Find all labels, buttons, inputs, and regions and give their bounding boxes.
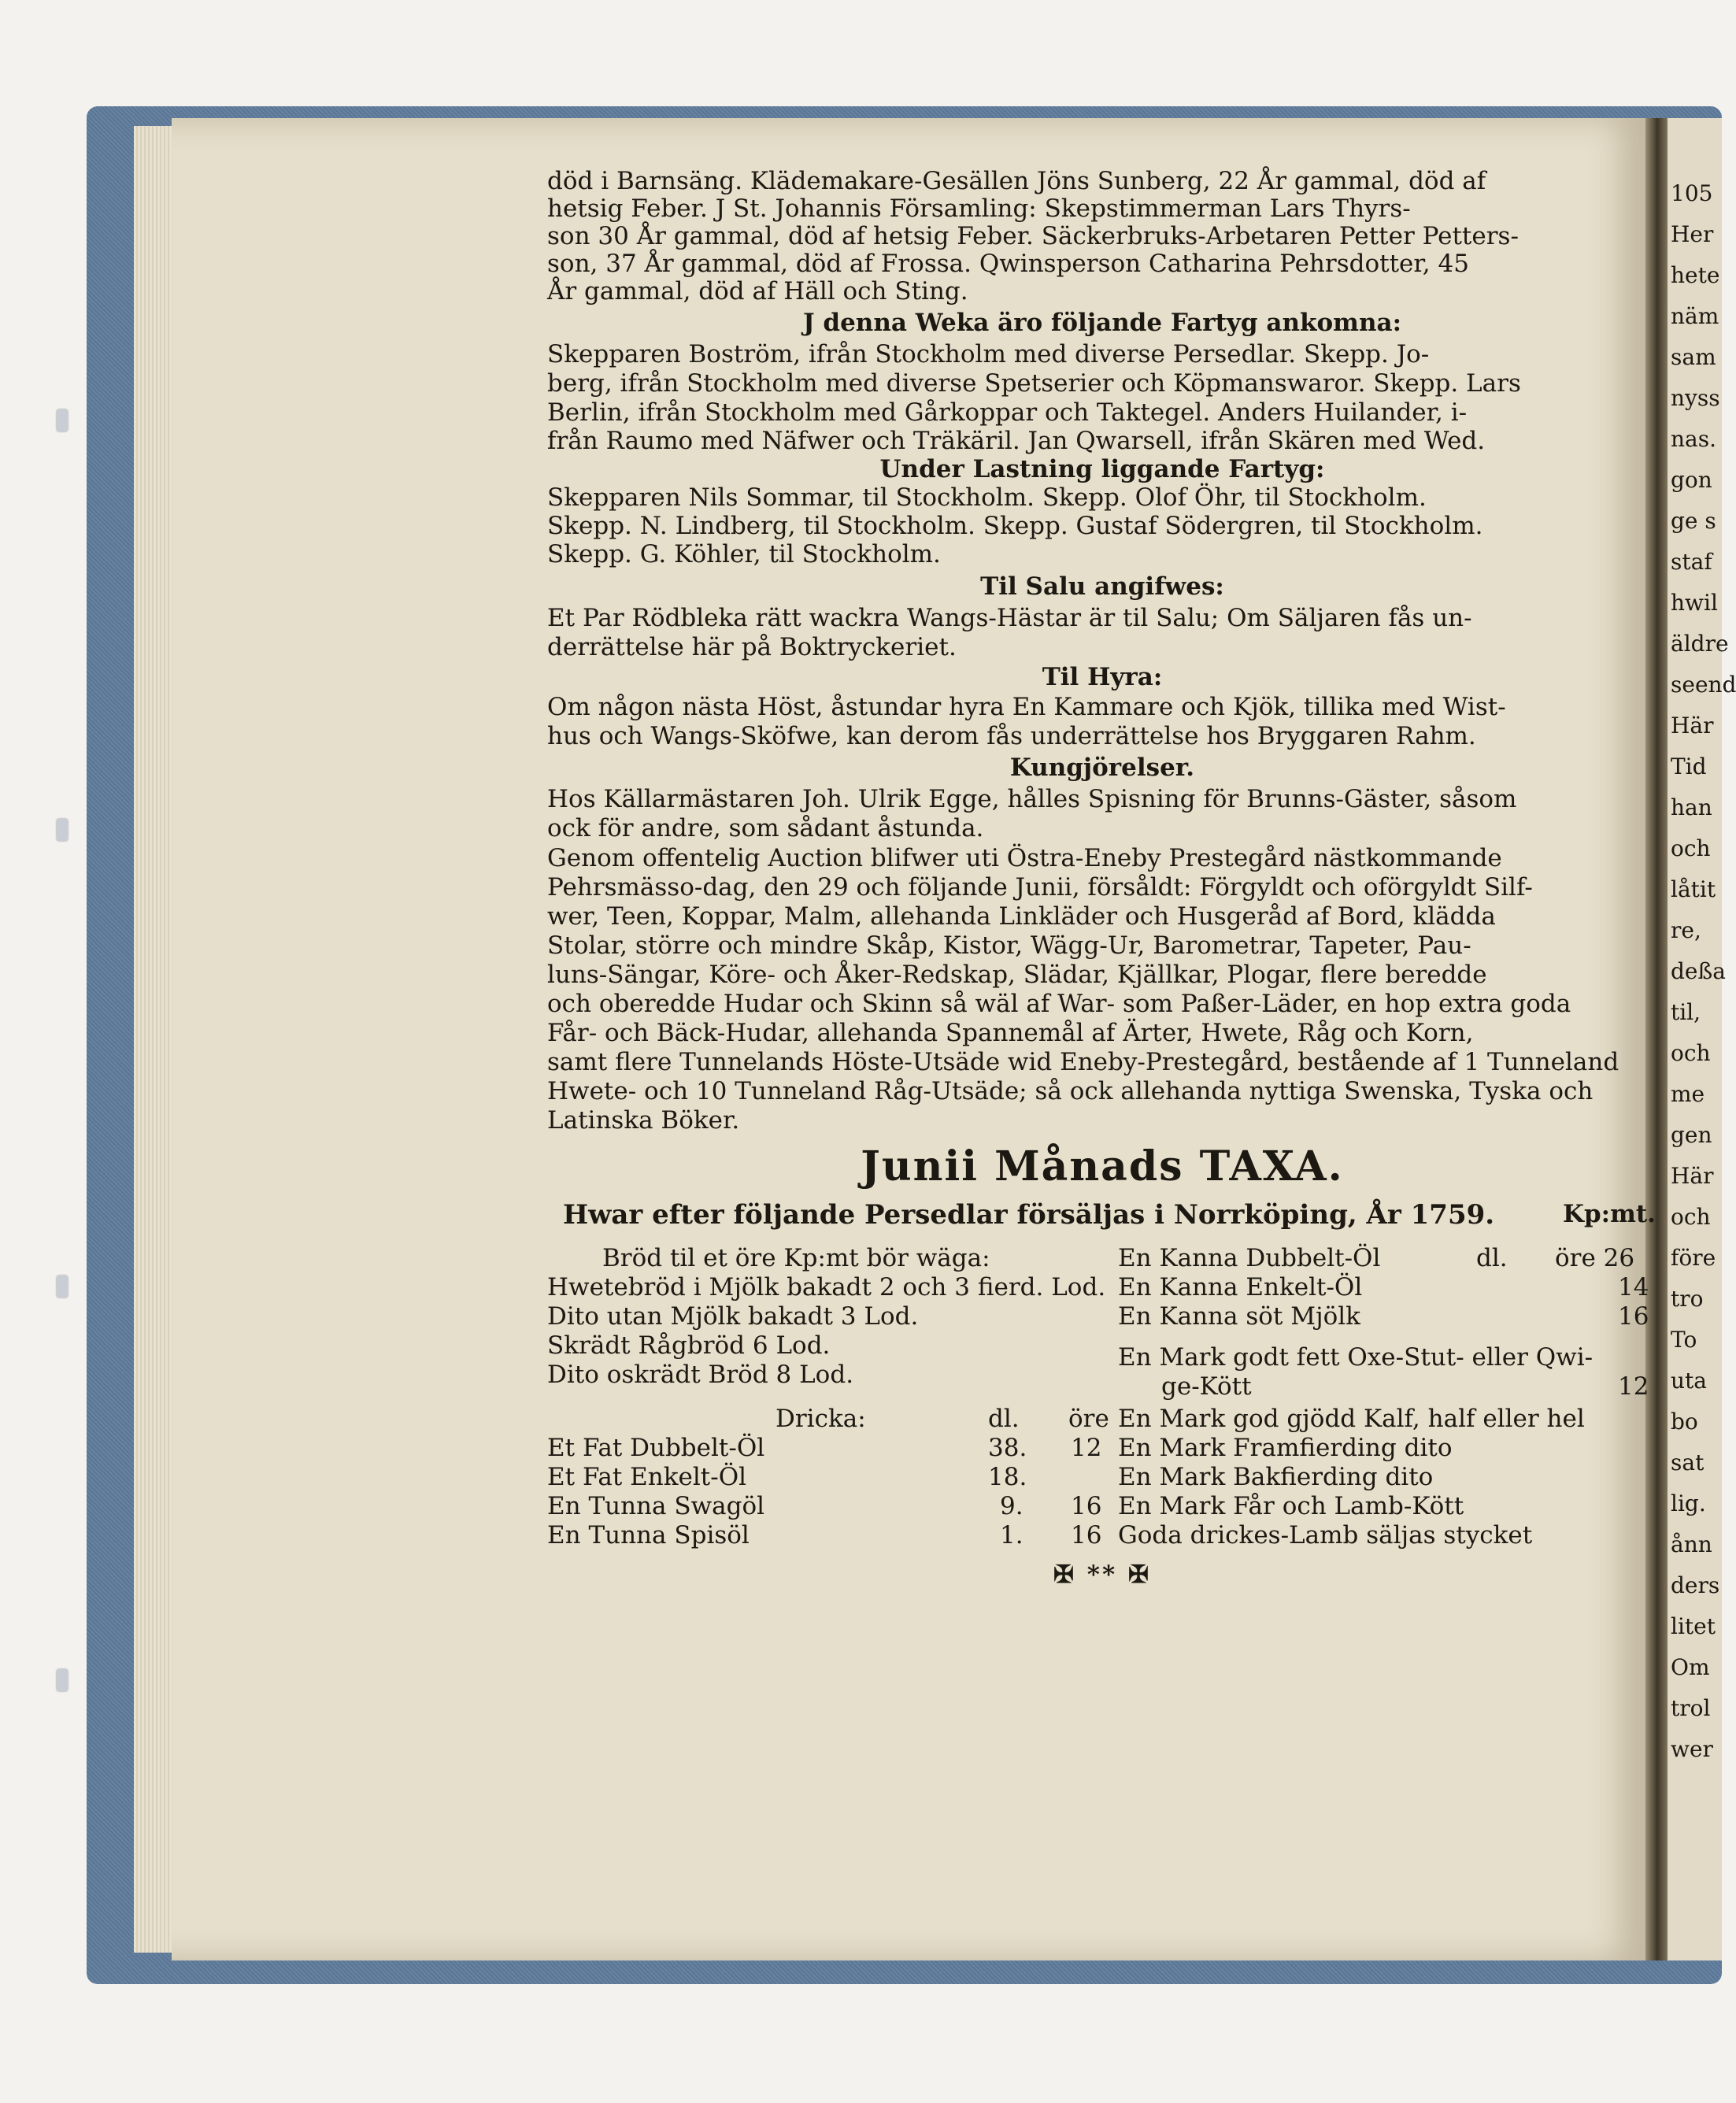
text-line: son 30 År gammal, död af hetsig Feber. Säckerbruks-Arbetaren Petter Petters-	[547, 222, 1519, 250]
taxa-right-item: En Kanna söt Mjölk	[1118, 1302, 1360, 1331]
next-page-line: före	[1671, 1245, 1716, 1271]
next-page-line: re,	[1671, 917, 1701, 943]
page-clip	[57, 1669, 68, 1691]
next-page-line: lig.	[1671, 1490, 1706, 1516]
section-heading: Under Lastning liggande Fartyg:	[879, 455, 1325, 483]
text-line: luns-Sängar, Köre- och Åker-Redskap, Slädar, Kjällkar, Plogar, flere beredde	[547, 961, 1487, 989]
next-page-line: hete	[1671, 262, 1720, 288]
taxa-right-ore: 14	[1618, 1273, 1649, 1301]
next-page-line: ånn	[1671, 1531, 1712, 1557]
text-line: Latinska Böker.	[547, 1106, 740, 1135]
taxa-subtitle: Hwar efter följande Persedlar försäljas i Norrköping, År 1759.	[563, 1199, 1495, 1231]
next-page-line: ge s	[1671, 508, 1716, 534]
text-line: Genom offentelig Auction blifwer uti Östra-Eneby Prestegård nästkommande	[547, 844, 1502, 872]
taxa-right-item: En Mark godt fett Oxe-Stut- eller Qwi-	[1118, 1343, 1593, 1372]
section-heading: Til Salu angifwes:	[980, 572, 1224, 601]
taxa-right-item: Goda drickes-Lamb säljas stycket	[1118, 1521, 1533, 1549]
drink-ore: 16	[1071, 1492, 1102, 1520]
text-line: wer, Teen, Koppar, Malm, allehanda Linkläder och Husgeråd af Bord, klädda	[547, 902, 1496, 931]
taxa-right-item: En Kanna Enkelt-Öl	[1118, 1273, 1363, 1301]
taxa-left-row: Dito oskrädt Bröd 8 Lod.	[547, 1361, 854, 1389]
taxa-right-ore: 16	[1618, 1302, 1649, 1331]
page-text	[547, 165, 1657, 1685]
taxa-right-item: ge-Kött	[1161, 1372, 1252, 1401]
drink-ore: 12	[1071, 1434, 1102, 1462]
next-page-line: och	[1671, 1204, 1711, 1230]
taxa-right-item: En Mark god gjödd Kalf, half eller hel	[1118, 1405, 1585, 1433]
next-page-line: äldre	[1671, 631, 1729, 657]
text-line: Et Par Rödbleka rätt wackra Wangs-Hästar är til Salu; Om Säljaren fås un-	[547, 604, 1472, 632]
drink-dl: 1.	[1000, 1521, 1023, 1549]
text-line: död i Barnsäng. Klädemakare-Gesällen Jöns Sunberg, 22 År gammal, död af	[547, 167, 1486, 195]
text-line: Hwete- och 10 Tunneland Råg-Utsäde; så ock allehanda nyttiga Swenska, Tyska och	[547, 1077, 1593, 1105]
text-line: berg, ifrån Stockholm med diverse Spetserier och Köpmanswaror. Skepp. Lars	[547, 369, 1521, 398]
taxa-title: Junii Månads TAXA.	[861, 1142, 1344, 1190]
next-page-line: seend	[1671, 672, 1736, 698]
next-page-line: litet	[1671, 1613, 1716, 1639]
next-page-line: Om	[1671, 1654, 1710, 1680]
next-page-line: Tid	[1671, 753, 1707, 779]
next-page-line: To	[1671, 1327, 1697, 1353]
text-line: År gammal, död af Häll och Sting.	[547, 277, 968, 305]
text-line: Hos Källarmästaren Joh. Ulrik Egge, hålles Spisning för Brunns-Gäster, såsom	[547, 785, 1517, 813]
text-line: Stolar, större och mindre Skåp, Kistor, Wägg-Ur, Barometrar, Tapeter, Pau-	[547, 931, 1471, 960]
drink-col-dl: dl.	[988, 1405, 1020, 1433]
next-page-line: näm	[1671, 303, 1719, 329]
next-page-line: Här	[1671, 713, 1714, 739]
text-line: Om någon nästa Höst, åstundar hyra En Kammare och Kjök, tillika med Wist-	[547, 693, 1506, 721]
page-clip	[57, 409, 68, 431]
next-page-line: och	[1671, 1040, 1711, 1066]
drink-dl: 38.	[988, 1434, 1027, 1462]
text-line: ock för andre, som sådant åstunda.	[547, 814, 984, 842]
footer-ornament: ✠ ** ✠	[1053, 1561, 1151, 1589]
next-page-line: nyss	[1671, 385, 1720, 411]
next-page-line: låtit	[1671, 876, 1716, 902]
drink-dl: 9.	[1000, 1492, 1023, 1520]
text-line: Skepp. N. Lindberg, til Stockholm. Skepp. Gustaf Södergren, til Stockholm.	[547, 512, 1483, 540]
taxa-right-item: En Mark Framfierding dito	[1118, 1434, 1453, 1462]
text-line: derrättelse här på Boktryckeriet.	[547, 633, 957, 661]
text-line: Skepparen Boström, ifrån Stockholm med diverse Persedlar. Skepp. Jo-	[547, 340, 1430, 368]
section-heading: J denna Weka äro följande Fartyg ankomna:	[802, 309, 1402, 337]
drink-header: Dricka:	[775, 1405, 866, 1433]
text-line: och oberedde Hudar och Skinn så wäl af War- som Paßer-Läder, en hop extra goda	[547, 990, 1571, 1018]
next-page-line: nas.	[1671, 426, 1716, 452]
taxa-left-row: Hwetebröd i Mjölk bakadt 2 och 3 fierd. Lod.	[547, 1273, 1106, 1301]
next-page-line: deßa	[1671, 958, 1726, 984]
drink-dl: 18.	[988, 1463, 1027, 1491]
taxa-right-item: En Kanna Dubbelt-Öl	[1118, 1244, 1381, 1272]
next-page-line: ders	[1671, 1572, 1720, 1598]
text-line: hetsig Feber. J St. Johannis Församling: Skepstimmerman Lars Thyrs-	[547, 194, 1411, 223]
next-page-line: Her	[1671, 221, 1714, 247]
next-page-line: me	[1671, 1081, 1705, 1107]
text-line: från Raumo med Näfwer och Träkäril. Jan Qwarsell, ifrån Skären med Wed.	[547, 427, 1486, 455]
next-page-text	[1671, 173, 1736, 1770]
next-page-line: trol	[1671, 1695, 1711, 1721]
text-line: son, 37 År gammal, död af Frossa. Qwinsperson Catharina Pehrsdotter, 45	[547, 250, 1469, 278]
drink-name: Et Fat Enkelt-Öl	[547, 1463, 747, 1491]
taxa-left-row: Bröd til et öre Kp:mt bör wäga:	[602, 1244, 990, 1272]
next-page-line: tro	[1671, 1286, 1704, 1312]
next-page-line: gen	[1671, 1122, 1712, 1148]
next-page-line: til,	[1671, 999, 1701, 1025]
section-heading: Til Hyra:	[1042, 663, 1163, 691]
drink-name: En Tunna Spisöl	[547, 1521, 750, 1549]
text-line: Skepp. G. Köhler, til Stockholm.	[547, 540, 941, 568]
page-clip	[57, 819, 68, 841]
taxa-right-ore: öre 26	[1555, 1244, 1635, 1272]
next-page-line: bo	[1671, 1409, 1698, 1435]
text-line: hus och Wangs-Sköfwe, kan derom fås underrättelse hos Bryggaren Rahm.	[547, 722, 1476, 750]
drink-name: Et Fat Dubbelt-Öl	[547, 1434, 765, 1462]
section-heading: Kungjörelser.	[1009, 753, 1195, 782]
drink-col-ore: öre	[1068, 1405, 1109, 1433]
text-line: Skepparen Nils Sommar, til Stockholm. Skepp. Olof Öhr, til Stockholm.	[547, 483, 1427, 512]
text-line: Pehrsmässo-dag, den 29 och följande Junii, försåldt: Förgyldt och oförgyldt Silf-	[547, 873, 1533, 902]
next-page-line: wer	[1671, 1736, 1713, 1762]
taxa-unit: Kp:mt.	[1563, 1200, 1656, 1228]
next-page-line: och	[1671, 835, 1711, 861]
text-line: Får- och Bäck-Hudar, allehanda Spannemål af Ärter, Hwete, Råg och Korn,	[547, 1019, 1474, 1047]
drink-name: En Tunna Swagöl	[547, 1492, 765, 1520]
next-page-line: han	[1671, 794, 1712, 820]
next-page-line: sat	[1671, 1450, 1705, 1475]
taxa-right-item: En Mark Får och Lamb-Kött	[1118, 1492, 1464, 1520]
text-line: Berlin, ifrån Stockholm med Gårkoppar och Taktegel. Anders Huilander, i-	[547, 398, 1468, 427]
next-page-line: Här	[1671, 1163, 1714, 1189]
next-page-line: sam	[1671, 344, 1716, 370]
taxa-right-item: En Mark Bakfierding dito	[1118, 1463, 1434, 1491]
taxa-left-row: Dito utan Mjölk bakadt 3 Lod.	[547, 1302, 919, 1331]
next-page-line: staf	[1671, 549, 1712, 575]
taxa-left-row: Skrädt Rågbröd 6 Lod.	[547, 1331, 831, 1360]
drink-ore: 16	[1071, 1521, 1102, 1549]
next-page-line: hwil	[1671, 590, 1718, 616]
next-page-line: gon	[1671, 467, 1712, 493]
taxa-right-dl: dl.	[1476, 1244, 1508, 1272]
text-line: samt flere Tunnelands Höste-Utsäde wid Eneby-Prestegård, bestående af 1 Tunneland	[547, 1048, 1619, 1076]
next-page-line: uta	[1671, 1368, 1707, 1394]
taxa-right-ore: 12	[1618, 1372, 1649, 1401]
next-page-line: 105	[1671, 180, 1713, 206]
page-clip	[57, 1275, 68, 1298]
